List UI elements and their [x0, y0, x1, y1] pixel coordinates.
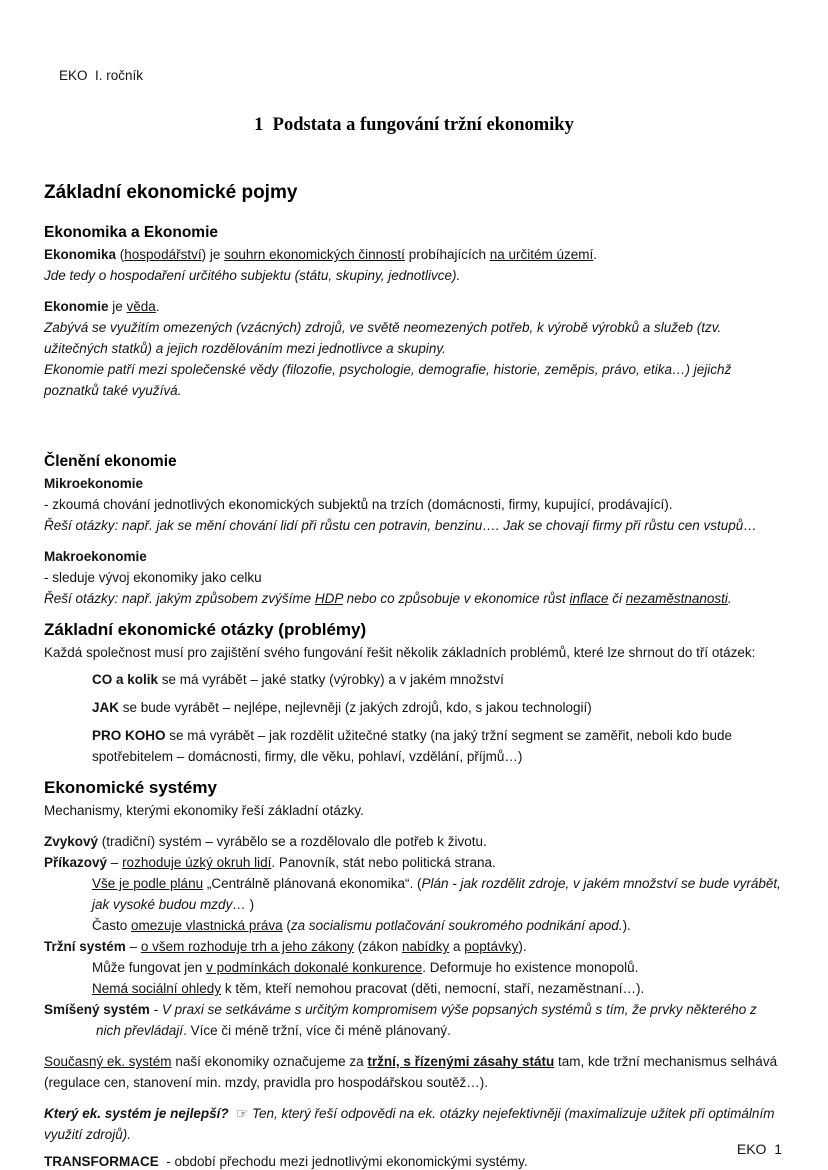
text-run: - období přechodu mezi jednotlivými ekonomickými systémy.	[158, 1154, 528, 1169]
text-run: .	[593, 247, 598, 262]
paragraph	[44, 831, 784, 852]
paragraph	[44, 669, 784, 690]
text-run: Tržní systém	[44, 939, 126, 954]
text-run: (	[282, 918, 291, 933]
paragraph	[44, 567, 784, 588]
text-run: PRO KOHO	[92, 728, 166, 743]
text-run: . Deformuje ho existence monopolů.	[422, 960, 639, 975]
course-label: EKO I. ročník	[59, 68, 144, 83]
paragraph	[44, 296, 784, 317]
section-heading: Ekonomika a Ekonomie	[44, 224, 218, 241]
text-run: se bude vyrábět – nejlépe, nejlevněji (z jakých zdrojů, kdo, s jakou technologií)	[119, 700, 592, 715]
text-run: .	[727, 591, 732, 606]
text-run: Řeší otázky: např. jakým způsobem zvýšíme	[44, 591, 315, 606]
paragraph	[44, 317, 784, 359]
text-run: souhrn ekonomických činností	[224, 247, 405, 262]
text-run: CO a kolik	[92, 672, 159, 687]
text-run: tam, kde tržní mechanismus selhává (regulace cen, stanovení min. mzdy, pravidla pro hospodářskou soutěž…).	[44, 1054, 781, 1090]
text-run: V praxi se setkáváme s určitým kompromisem výše popsaných systémů s tím, že prvky některého z nich převládají	[96, 1002, 761, 1038]
text-run: (tradiční) systém – vyrábělo se a rozdělovalo dle potřeb k životu.	[98, 834, 487, 849]
spacer	[44, 821, 784, 831]
text-run: ) je	[201, 247, 225, 262]
text-run: se má vyrábět – jaké statky (výrobky) a v jakém množství	[158, 672, 504, 687]
paragraph	[44, 936, 784, 957]
text-run: rozhoduje úzký okruh lidí	[122, 855, 272, 870]
text-run: Smíšený systém	[44, 1002, 150, 1017]
text-run: tržní, s řízenými zásahy státu	[367, 1054, 555, 1069]
text-run: Který ek. systém je nejlepší?	[44, 1106, 229, 1121]
paragraph	[44, 852, 784, 873]
text-run: hospodářství	[124, 247, 202, 262]
text-run: TRANSFORMACE	[44, 1154, 159, 1169]
text-run: Mikroekonomie	[44, 476, 144, 491]
text-run: se má vyrábět – jak rozdělit užitečné statky (na jaký tržní segment se zaměřit, neboli kdo bude spotřebitelem – domácnosti, firmy, dle věku, pohlaví, vzdělání, příjmů…)	[92, 728, 736, 764]
paragraph	[44, 265, 784, 286]
text-run: Jde tedy o hospodaření určitého subjektu (státu, skupiny, jednotlivce).	[44, 268, 461, 283]
spacer	[44, 1093, 784, 1103]
text-run: Současný ek. systém	[44, 1054, 172, 1069]
paragraph	[44, 978, 784, 999]
text-run: Ten, který řeší odpovědi na ek. otázky nejefektivněji (maximalizuje užitek při optimálním využití zdrojů).	[44, 1106, 779, 1142]
text-run: JAK	[92, 700, 120, 715]
text-run: Řeší otázky: např. jak se mění chování lidí při růstu cen potravin, benzinu…. Jak se chovají firmy při růstu cen vstupů…	[44, 518, 757, 533]
paragraph	[44, 642, 784, 663]
paragraph	[44, 915, 784, 936]
text-run: Vše je podle plánu	[92, 876, 204, 891]
text-run: (	[116, 247, 125, 262]
text-run: nezaměstnanosti	[625, 591, 728, 606]
text-run: - zkoumá chování jednotlivých ekonomických subjektů na trzích (domácnosti, firmy, kupující, prodávající).	[44, 497, 673, 512]
paragraph	[44, 546, 784, 567]
paragraph	[44, 1103, 784, 1145]
text-run: a	[449, 939, 465, 954]
text-run: .	[155, 299, 160, 314]
paragraph	[44, 873, 784, 915]
paragraph	[44, 515, 784, 536]
document-header	[44, 44, 784, 107]
text-run: omezuje vlastnická práva	[131, 918, 283, 933]
text-run: naší ekonomiky označujeme za	[171, 1054, 368, 1069]
section-heading: Základní ekonomické pojmy	[44, 182, 298, 203]
text-run: Každá společnost musí pro zajištění svého fungování řešit několik základních problémů, které lze shrnout do tří otázek:	[44, 645, 756, 660]
paragraph	[44, 244, 784, 265]
page-footer: EKO 1	[736, 1141, 782, 1157]
text-run: . Panovník, stát nebo politická strana.	[271, 855, 496, 870]
text-run: . Více či méně tržní, více či méně plánovaný.	[183, 1023, 451, 1038]
paragraph	[44, 494, 784, 515]
paragraph	[44, 359, 784, 401]
text-run: Plán - jak rozdělit zdroje, v jakém množství se bude vyrábět, jak vysoké budou mzdy…	[92, 876, 785, 912]
text-run: HDP	[314, 591, 343, 606]
text-run: na určitém území	[489, 247, 594, 262]
text-run: - sleduje vývoj ekonomiky jako celku	[44, 570, 262, 585]
text-run: nabídky	[401, 939, 450, 954]
paragraph	[44, 725, 784, 767]
paragraph	[44, 588, 784, 609]
text-run: o všem rozhoduje trh a jeho zákony	[140, 939, 354, 954]
paragraph	[44, 957, 784, 978]
text-run: Zvykový	[44, 834, 99, 849]
text-run: je	[108, 299, 127, 314]
paragraph	[44, 1051, 784, 1093]
paragraph	[44, 473, 784, 494]
text-run: probíhajících	[404, 247, 490, 262]
page-title: 1 Podstata a fungování tržní ekonomiky	[254, 115, 574, 135]
text-run: (zákon	[353, 939, 402, 954]
spacer	[44, 1041, 784, 1051]
document-body	[44, 179, 784, 1170]
text-run: Ekonomika	[44, 247, 117, 262]
text-run: Mechanismy, kterými ekonomiky řeší základní otázky.	[44, 803, 364, 818]
text-run: Nemá sociální ohledy	[92, 981, 222, 996]
text-run: poptávky	[464, 939, 519, 954]
section-heading: Členění ekonomie	[44, 453, 177, 470]
paragraph	[44, 999, 784, 1041]
paragraph	[44, 697, 784, 718]
spacer	[44, 536, 784, 546]
paragraph	[44, 800, 784, 821]
text-run: Často	[92, 918, 132, 933]
text-run: Ekonomie	[44, 299, 109, 314]
spacer	[44, 286, 784, 296]
text-run: v podmínkách dokonalé konkurence	[206, 960, 423, 975]
text-run: či	[608, 591, 626, 606]
text-run: ).	[622, 918, 631, 933]
text-run: Může fungovat jen	[92, 960, 207, 975]
text-run: za socialismu potlačování soukromého podnikání apod.	[290, 918, 623, 933]
text-run: k těm, kteří nemohou pracovat (děti, nemocní, staří, nezaměstnaní…).	[221, 981, 645, 996]
text-run: Makroekonomie	[44, 549, 147, 564]
text-run: Příkazový	[44, 855, 108, 870]
section-heading: Ekonomické systémy	[44, 778, 217, 797]
text-run: –	[107, 855, 123, 870]
text-run: „Centrálně plánovaná ekonomika“. (	[203, 876, 422, 891]
text-run: ).	[518, 939, 527, 954]
text-run: Zabývá se využitím omezených (vzácných) zdrojů, ve světě neomezených potřeb, k výrobě výrobků a služeb (tzv. užitečných statků) a jejich rozdělováním mezi jednotlivce a skupiny.	[44, 320, 726, 356]
text-run: věda	[126, 299, 156, 314]
text-run: -	[149, 1002, 162, 1017]
text-run: ☞	[228, 1106, 252, 1121]
spacer	[44, 401, 784, 435]
text-run: –	[125, 939, 141, 954]
text-run: )	[249, 897, 255, 912]
text-run: nebo co způsobuje v ekonomice růst	[342, 591, 570, 606]
section-heading: Základní ekonomické otázky (problémy)	[44, 620, 367, 639]
text-run: Ekonomie patří mezi společenské vědy (filozofie, psychologie, demografie, historie, zeměpis, právo, etika…) jejichž poznatků také využívá.	[44, 362, 736, 398]
paragraph	[44, 1151, 784, 1170]
text-run: inflace	[569, 591, 609, 606]
